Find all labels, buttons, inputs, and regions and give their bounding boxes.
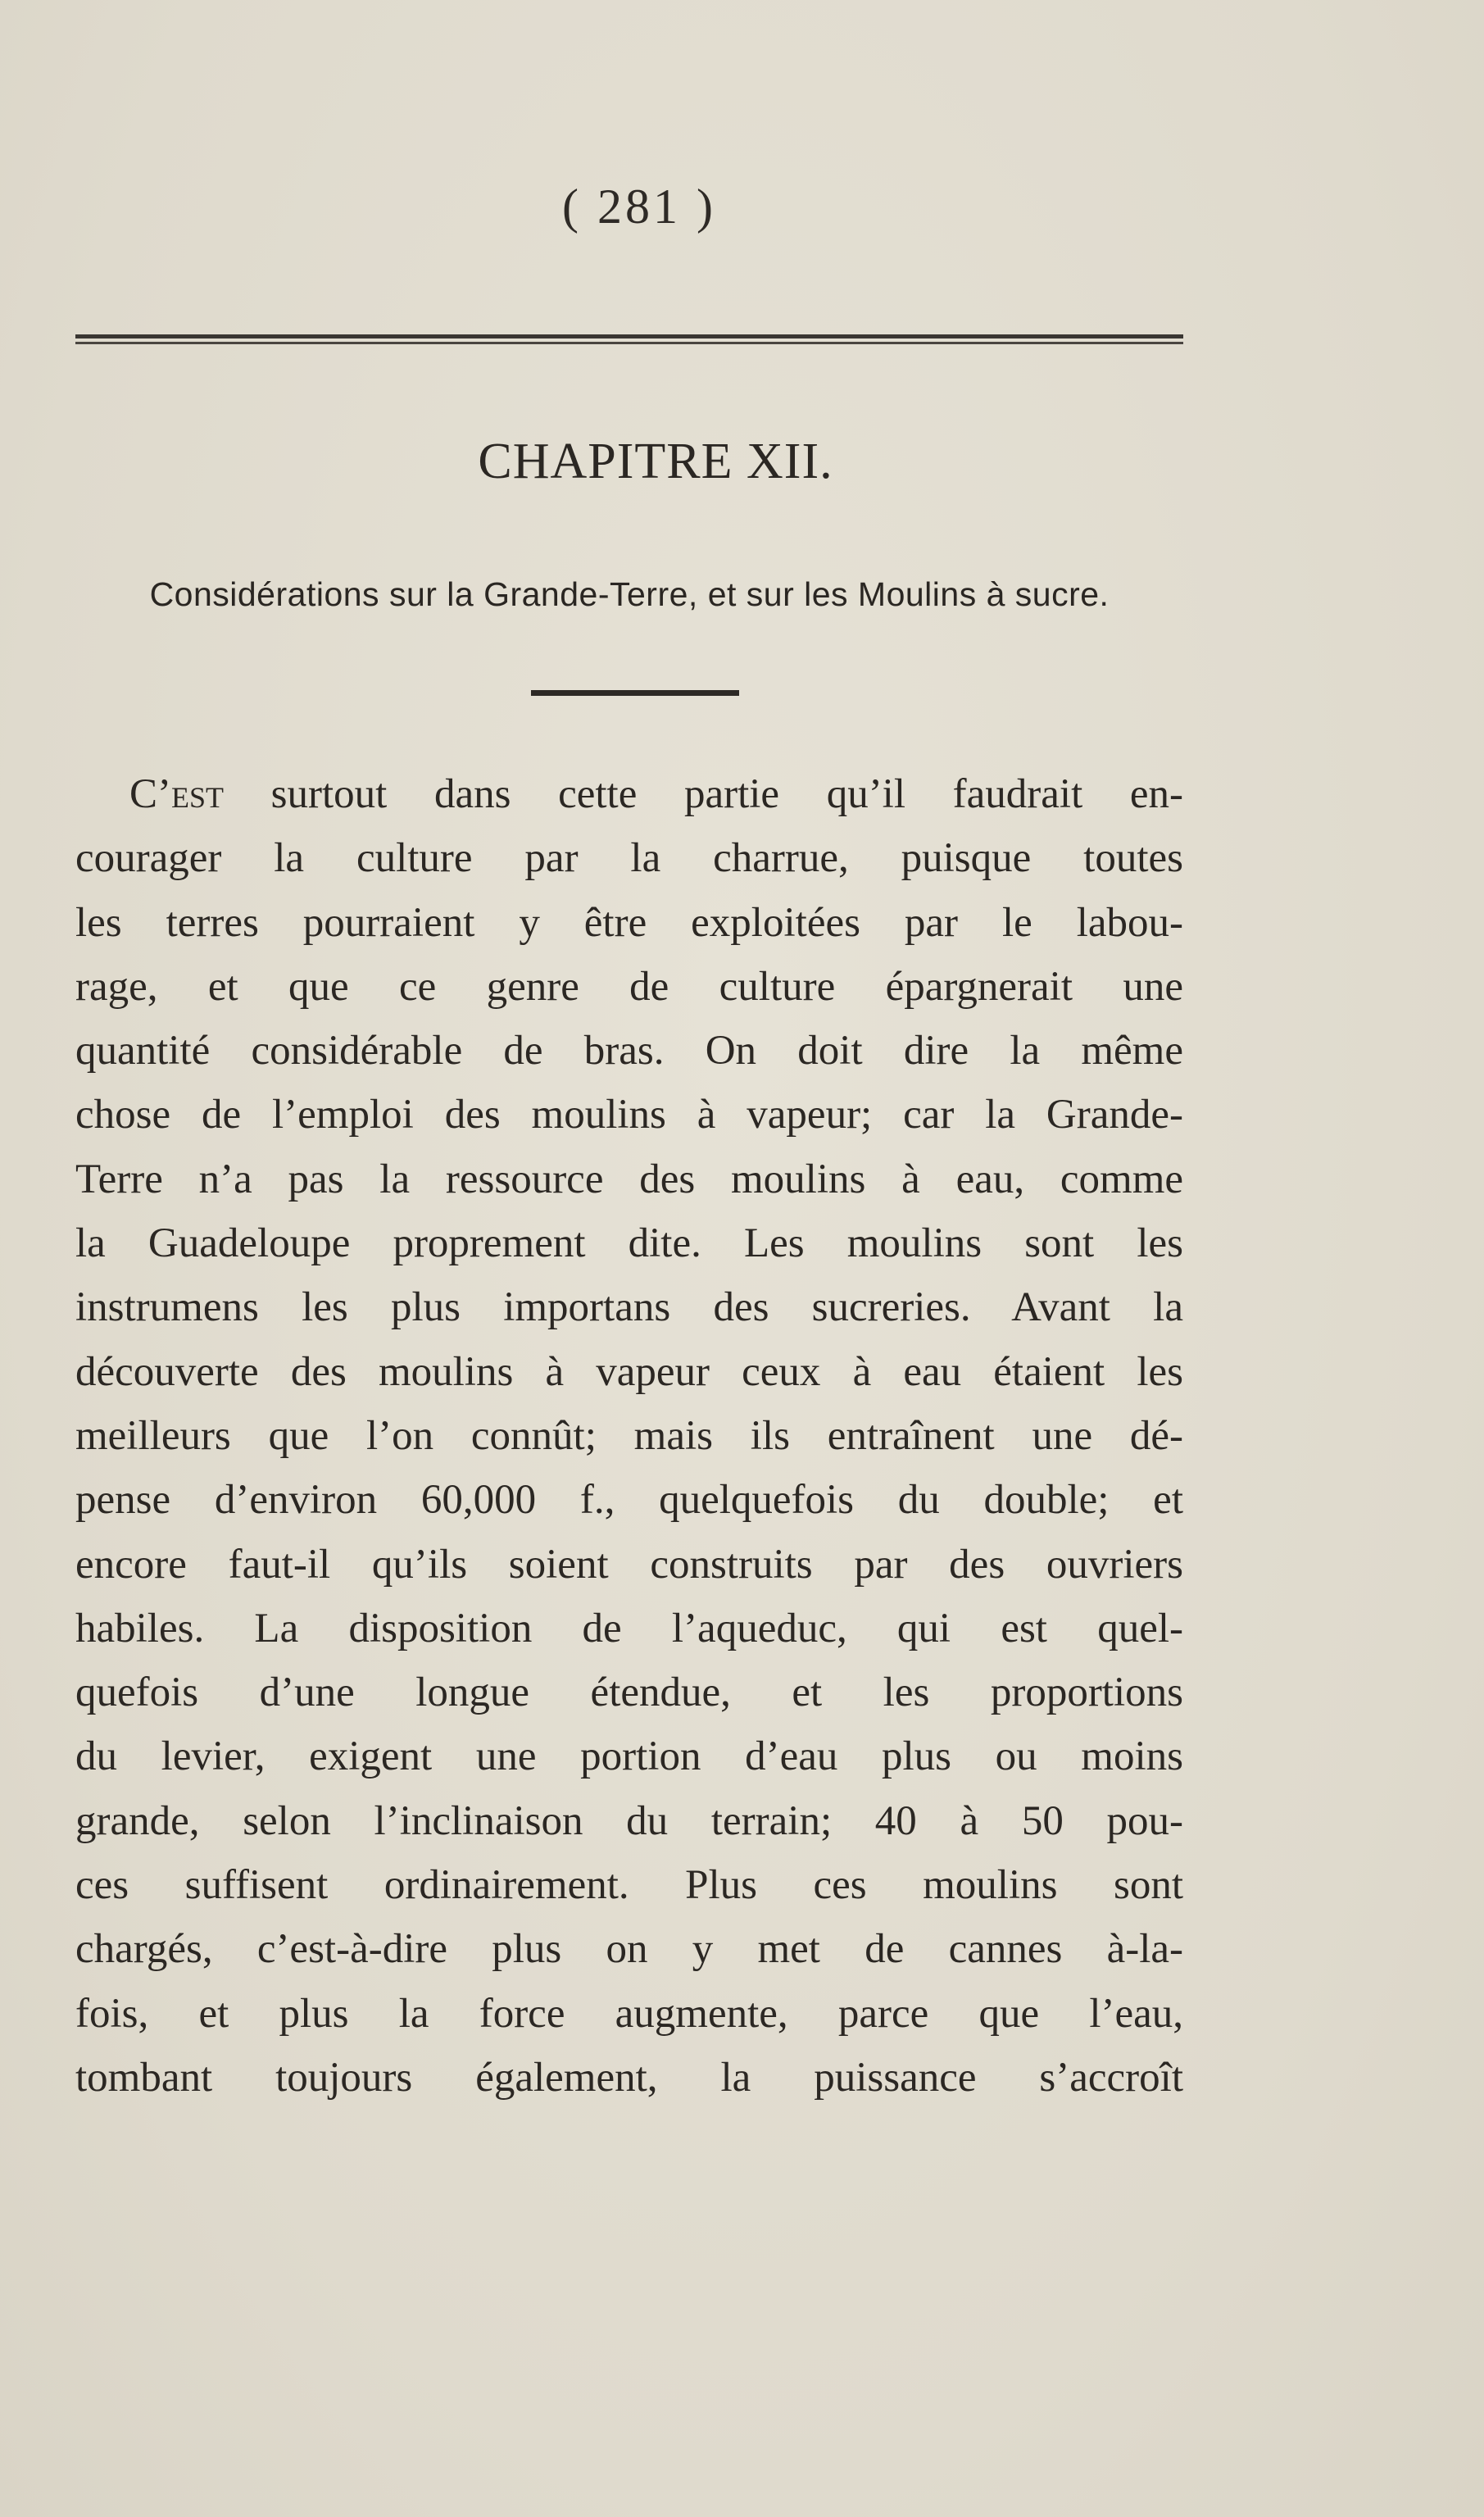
text-line: grande, selon l’inclinaison du terrain; 40 à 50 pou- xyxy=(75,1797,1183,1844)
text-line xyxy=(75,762,1183,826)
text-line: encore faut-il qu’ils soient construits par des ouvriers xyxy=(75,1541,1183,1588)
text-line: découverte des moulins à vapeur ceux à eau étaient les xyxy=(75,1348,1183,1395)
chapter-subtitle: Considérations sur la Grande-Terre, et sur les Moulins à sucre. xyxy=(149,575,1110,613)
rule-thick-line xyxy=(75,334,1183,338)
text-line: du levier, exigent une portion d’eau plus ou moins xyxy=(75,1733,1183,1780)
text-line-rest: surtout dans cette partie qu’il faudrait en- xyxy=(224,771,1183,817)
text-line: rage, et que ce genre de culture épargnerait une xyxy=(75,963,1183,1010)
text-line: pense d’environ 60,000 f., quelquefois du double; et xyxy=(75,1477,1183,1524)
text-line: meilleurs que l’on connût; mais ils entraînent une dé- xyxy=(75,1412,1183,1459)
text-line: quefois d’une longue étendue, et les proportions xyxy=(75,1670,1183,1716)
text-line: fois, et plus la force augmente, parce que l’eau, xyxy=(75,1990,1183,2037)
rule-thin-line xyxy=(75,342,1183,344)
text-line: habiles. La disposition de l’aqueduc, qui est quel- xyxy=(75,1605,1183,1651)
text-line: instrumens les plus importans des sucreries. Avant la xyxy=(75,1284,1183,1331)
opening-word: C’est xyxy=(129,771,225,817)
text-line: quantité considérable de bras. On doit dire la même xyxy=(75,1028,1183,1074)
body-text xyxy=(75,762,1183,2110)
section-divider xyxy=(531,690,739,696)
text-line: chargés, c’est-à-dire plus on y met de cannes à-la- xyxy=(75,1926,1183,1973)
text-line: la Guadeloupe proprement dite. Les moulins sont les xyxy=(75,1220,1183,1267)
header-double-rule xyxy=(75,334,1183,346)
text-line: Terre n’a pas la ressource des moulins à eau, comme xyxy=(75,1156,1183,1202)
page-number: ( 281 ) xyxy=(562,179,716,234)
text-line: ces suffisent ordinairement. Plus ces moulins sont xyxy=(75,1862,1183,1909)
text-line: courager la culture par la charrue, puisque toutes xyxy=(75,835,1183,882)
text-line: les terres pourraient y être exploitées par le labou- xyxy=(75,899,1183,946)
chapter-title: CHAPITRE XII. xyxy=(478,434,833,489)
text-line: chose de l’emploi des moulins à vapeur; car la Grande- xyxy=(75,1092,1183,1138)
text-line: tombant toujours également, la puissance s’accroît xyxy=(75,2054,1183,2101)
